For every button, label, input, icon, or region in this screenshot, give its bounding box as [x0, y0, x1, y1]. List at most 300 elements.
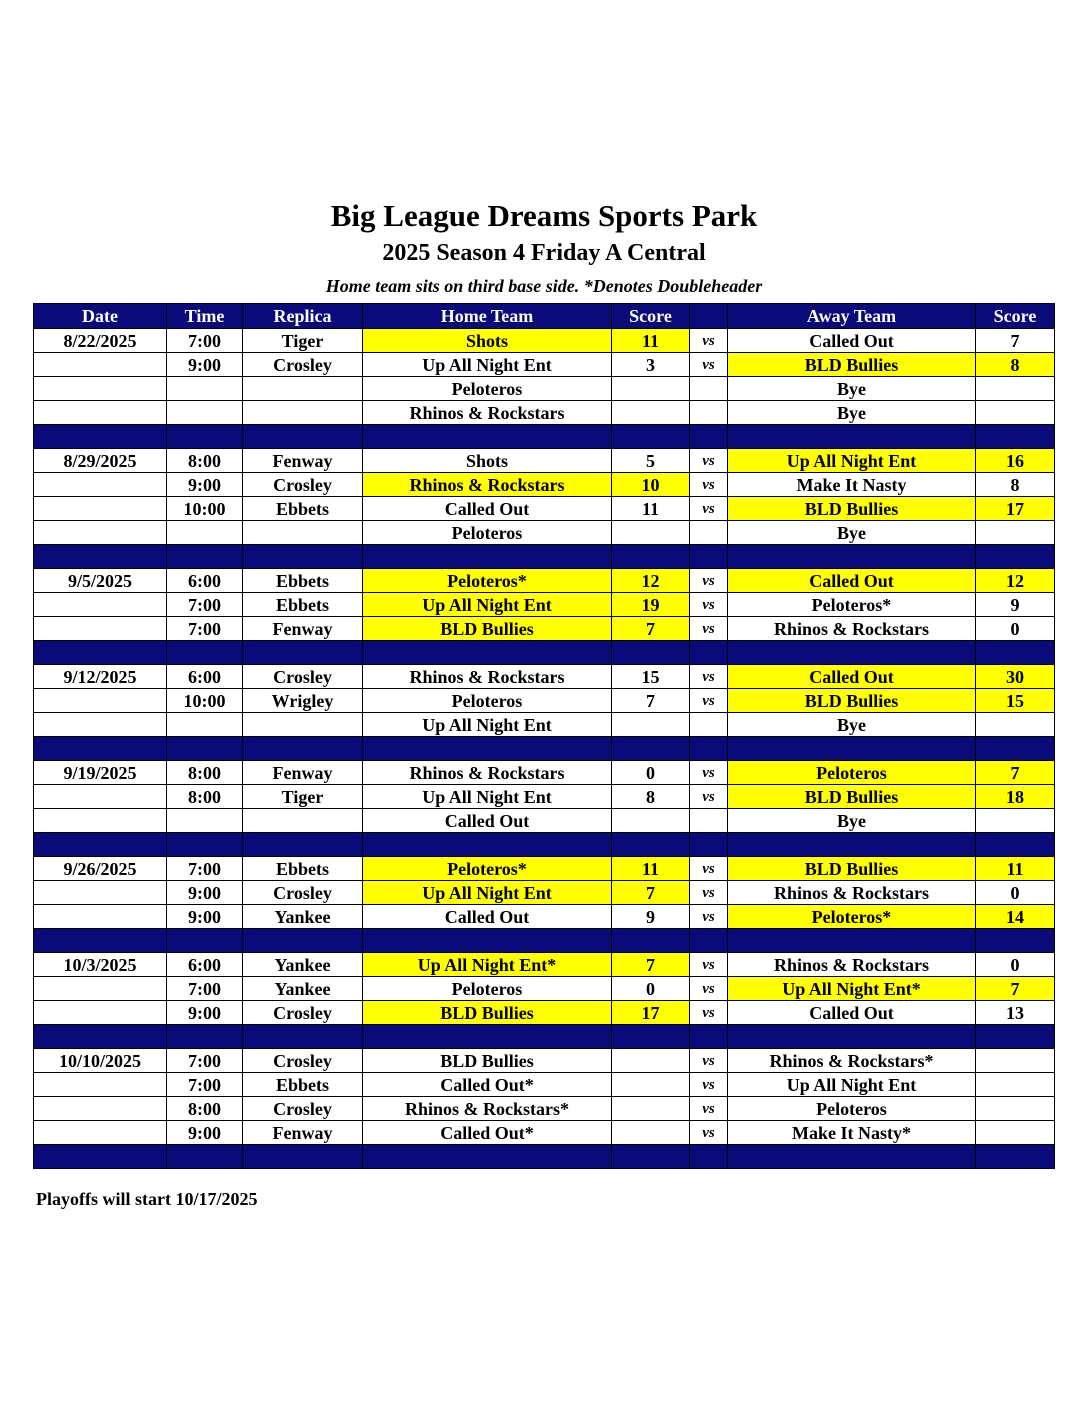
- game-date: [34, 977, 167, 1001]
- separator-cell: [167, 833, 243, 857]
- vs-label: vs: [690, 473, 728, 497]
- separator-cell: [363, 641, 612, 665]
- home-team: Rhinos & Rockstars: [363, 401, 612, 425]
- away-team: Rhinos & Rockstars*: [728, 1049, 976, 1073]
- game-time: 9:00: [167, 1001, 243, 1025]
- vs-label: vs: [690, 1097, 728, 1121]
- game-time: 7:00: [167, 329, 243, 353]
- game-replica: Crosley: [243, 881, 363, 905]
- header-away-team: Away Team: [728, 304, 976, 329]
- game-time: [167, 521, 243, 545]
- game-row: [34, 977, 1055, 1001]
- separator-cell: [612, 737, 690, 761]
- home-team: Up All Night Ent*: [363, 953, 612, 977]
- game-date: [34, 401, 167, 425]
- separator-cell: [728, 545, 976, 569]
- game-replica: Crosley: [243, 473, 363, 497]
- game-time: 7:00: [167, 617, 243, 641]
- week-separator: [34, 641, 1055, 665]
- away-score: [976, 521, 1055, 545]
- game-date: [34, 473, 167, 497]
- separator-cell: [34, 737, 167, 761]
- schedule-body: [34, 329, 1055, 1169]
- separator-cell: [976, 1025, 1055, 1049]
- home-team: Called Out*: [363, 1073, 612, 1097]
- away-score: 13: [976, 1001, 1055, 1025]
- separator-cell: [243, 929, 363, 953]
- separator-cell: [612, 545, 690, 569]
- game-date: [34, 1073, 167, 1097]
- separator-cell: [167, 737, 243, 761]
- separator-cell: [167, 425, 243, 449]
- away-team: Peloteros*: [728, 905, 976, 929]
- separator-cell: [34, 425, 167, 449]
- separator-cell: [690, 425, 728, 449]
- home-team: Up All Night Ent: [363, 881, 612, 905]
- vs-label: [690, 521, 728, 545]
- away-score: 0: [976, 953, 1055, 977]
- away-team: BLD Bullies: [728, 857, 976, 881]
- home-team: Peloteros: [363, 377, 612, 401]
- separator-cell: [612, 1145, 690, 1169]
- game-date: [34, 617, 167, 641]
- home-team: Peloteros: [363, 689, 612, 713]
- separator-cell: [243, 641, 363, 665]
- home-team: Peloteros*: [363, 569, 612, 593]
- separator-cell: [976, 545, 1055, 569]
- away-team: Bye: [728, 401, 976, 425]
- away-team: Up All Night Ent*: [728, 977, 976, 1001]
- home-team: Rhinos & Rockstars: [363, 473, 612, 497]
- header-time: Time: [167, 304, 243, 329]
- home-score: 0: [612, 977, 690, 1001]
- away-score: [976, 1049, 1055, 1073]
- away-team: Peloteros: [728, 761, 976, 785]
- game-time: [167, 713, 243, 737]
- separator-cell: [612, 1025, 690, 1049]
- separator-cell: [363, 545, 612, 569]
- game-row: [34, 449, 1055, 473]
- game-date: [34, 713, 167, 737]
- away-score: [976, 1097, 1055, 1121]
- vs-label: vs: [690, 449, 728, 473]
- separator-cell: [167, 929, 243, 953]
- separator-cell: [34, 1145, 167, 1169]
- home-score: 17: [612, 1001, 690, 1025]
- separator-cell: [976, 425, 1055, 449]
- game-time: 7:00: [167, 977, 243, 1001]
- away-score: 30: [976, 665, 1055, 689]
- away-score: 7: [976, 761, 1055, 785]
- game-row: [34, 569, 1055, 593]
- week-separator: [34, 1145, 1055, 1169]
- separator-cell: [167, 1145, 243, 1169]
- header-replica: Replica: [243, 304, 363, 329]
- game-time: 6:00: [167, 569, 243, 593]
- away-score: [976, 1121, 1055, 1145]
- vs-label: vs: [690, 881, 728, 905]
- game-time: 7:00: [167, 857, 243, 881]
- game-time: 10:00: [167, 497, 243, 521]
- away-team: Called Out: [728, 1001, 976, 1025]
- game-date: [34, 1001, 167, 1025]
- game-replica: Crosley: [243, 1049, 363, 1073]
- game-time: 6:00: [167, 953, 243, 977]
- game-time: 8:00: [167, 1097, 243, 1121]
- game-time: 9:00: [167, 473, 243, 497]
- home-score: [612, 1049, 690, 1073]
- game-row: [34, 329, 1055, 353]
- home-score: [612, 401, 690, 425]
- separator-cell: [690, 737, 728, 761]
- home-score: 11: [612, 857, 690, 881]
- home-team: Peloteros: [363, 977, 612, 1001]
- separator-cell: [728, 425, 976, 449]
- home-score: 3: [612, 353, 690, 377]
- away-team: Peloteros: [728, 1097, 976, 1121]
- separator-cell: [34, 641, 167, 665]
- game-replica: Crosley: [243, 1001, 363, 1025]
- page-title: Big League Dreams Sports Park: [330, 198, 758, 233]
- game-time: [167, 377, 243, 401]
- game-replica: [243, 401, 363, 425]
- away-score: 9: [976, 593, 1055, 617]
- game-date: [34, 377, 167, 401]
- separator-cell: [363, 425, 612, 449]
- separator-cell: [167, 641, 243, 665]
- home-score: 11: [612, 329, 690, 353]
- separator-cell: [363, 737, 612, 761]
- home-team: Shots: [363, 449, 612, 473]
- game-replica: Ebbets: [243, 497, 363, 521]
- separator-cell: [728, 833, 976, 857]
- away-score: 0: [976, 617, 1055, 641]
- game-row: [34, 1001, 1055, 1025]
- week-separator: [34, 425, 1055, 449]
- away-team: Rhinos & Rockstars: [728, 953, 976, 977]
- away-team: BLD Bullies: [728, 785, 976, 809]
- game-time: 9:00: [167, 1121, 243, 1145]
- home-team: Up All Night Ent: [363, 713, 612, 737]
- header-home-team: Home Team: [363, 304, 612, 329]
- vs-label: vs: [690, 953, 728, 977]
- header-row: [34, 304, 1055, 329]
- game-row: [34, 1073, 1055, 1097]
- home-score: 10: [612, 473, 690, 497]
- home-score: 11: [612, 497, 690, 521]
- away-score: 8: [976, 353, 1055, 377]
- game-date: 9/5/2025: [34, 569, 167, 593]
- game-date: 10/10/2025: [34, 1049, 167, 1073]
- schedule-table: [33, 303, 1055, 1169]
- game-time: 6:00: [167, 665, 243, 689]
- home-team: Up All Night Ent: [363, 353, 612, 377]
- game-replica: Fenway: [243, 761, 363, 785]
- separator-cell: [728, 1025, 976, 1049]
- away-team: Make It Nasty: [728, 473, 976, 497]
- away-score: [976, 1073, 1055, 1097]
- home-team: Shots: [363, 329, 612, 353]
- separator-cell: [690, 1025, 728, 1049]
- away-team: Bye: [728, 521, 976, 545]
- separator-cell: [34, 545, 167, 569]
- vs-label: vs: [690, 1049, 728, 1073]
- game-date: 8/29/2025: [34, 449, 167, 473]
- separator-cell: [612, 641, 690, 665]
- home-score: 0: [612, 761, 690, 785]
- home-score: 5: [612, 449, 690, 473]
- away-score: 11: [976, 857, 1055, 881]
- away-score: 8: [976, 473, 1055, 497]
- vs-label: vs: [690, 353, 728, 377]
- game-row: [34, 761, 1055, 785]
- game-time: [167, 401, 243, 425]
- game-row: [34, 593, 1055, 617]
- separator-cell: [34, 929, 167, 953]
- game-replica: Fenway: [243, 449, 363, 473]
- separator-cell: [612, 425, 690, 449]
- home-score: [612, 809, 690, 833]
- separator-cell: [243, 1025, 363, 1049]
- separator-cell: [243, 737, 363, 761]
- game-time: [167, 809, 243, 833]
- away-score: [976, 377, 1055, 401]
- separator-cell: [690, 929, 728, 953]
- playoffs-note: Playoffs will start 10/17/2025: [36, 1189, 258, 1209]
- home-team: BLD Bullies: [363, 1049, 612, 1073]
- vs-label: vs: [690, 1121, 728, 1145]
- game-row: [34, 1121, 1055, 1145]
- home-score: 12: [612, 569, 690, 593]
- away-score: [976, 809, 1055, 833]
- home-score: 9: [612, 905, 690, 929]
- game-time: 10:00: [167, 689, 243, 713]
- game-replica: Ebbets: [243, 1073, 363, 1097]
- separator-cell: [243, 425, 363, 449]
- game-replica: Crosley: [243, 353, 363, 377]
- game-replica: Fenway: [243, 1121, 363, 1145]
- separator-cell: [690, 545, 728, 569]
- separator-cell: [728, 641, 976, 665]
- away-team: BLD Bullies: [728, 353, 976, 377]
- home-team: Called Out: [363, 497, 612, 521]
- separator-cell: [363, 1145, 612, 1169]
- home-team: Peloteros: [363, 521, 612, 545]
- away-team: Up All Night Ent: [728, 449, 976, 473]
- vs-label: vs: [690, 977, 728, 1001]
- home-score: 19: [612, 593, 690, 617]
- home-team: Peloteros*: [363, 857, 612, 881]
- game-replica: [243, 521, 363, 545]
- game-date: [34, 881, 167, 905]
- away-team: Called Out: [728, 569, 976, 593]
- game-row: [34, 473, 1055, 497]
- game-time: 9:00: [167, 905, 243, 929]
- week-separator: [34, 833, 1055, 857]
- separator-cell: [690, 1145, 728, 1169]
- game-row: [34, 713, 1055, 737]
- vs-label: vs: [690, 617, 728, 641]
- game-replica: Ebbets: [243, 857, 363, 881]
- game-replica: Tiger: [243, 329, 363, 353]
- separator-cell: [243, 1145, 363, 1169]
- vs-label: [690, 401, 728, 425]
- home-score: 15: [612, 665, 690, 689]
- game-replica: Crosley: [243, 665, 363, 689]
- separator-cell: [363, 929, 612, 953]
- vs-label: vs: [690, 593, 728, 617]
- vs-label: vs: [690, 1001, 728, 1025]
- game-replica: Crosley: [243, 1097, 363, 1121]
- home-team: Called Out: [363, 809, 612, 833]
- separator-cell: [34, 1025, 167, 1049]
- vs-label: vs: [690, 497, 728, 521]
- game-date: [34, 353, 167, 377]
- game-replica: [243, 377, 363, 401]
- vs-label: vs: [690, 785, 728, 809]
- vs-label: vs: [690, 905, 728, 929]
- week-separator: [34, 929, 1055, 953]
- game-row: [34, 785, 1055, 809]
- game-date: 9/26/2025: [34, 857, 167, 881]
- home-score: 7: [612, 953, 690, 977]
- away-team: Called Out: [728, 329, 976, 353]
- game-replica: Ebbets: [243, 569, 363, 593]
- page-subtitle: 2025 Season 4 Friday A Central: [382, 240, 706, 266]
- game-row: [34, 401, 1055, 425]
- home-score: [612, 1097, 690, 1121]
- game-date: [34, 521, 167, 545]
- separator-cell: [728, 929, 976, 953]
- separator-cell: [363, 1025, 612, 1049]
- separator-cell: [34, 833, 167, 857]
- week-separator: [34, 545, 1055, 569]
- home-score: 7: [612, 689, 690, 713]
- game-replica: Tiger: [243, 785, 363, 809]
- away-score: 15: [976, 689, 1055, 713]
- game-row: [34, 809, 1055, 833]
- vs-label: vs: [690, 857, 728, 881]
- game-time: 7:00: [167, 593, 243, 617]
- game-time: 7:00: [167, 1049, 243, 1073]
- separator-cell: [976, 1145, 1055, 1169]
- separator-cell: [728, 1145, 976, 1169]
- home-team: Called Out*: [363, 1121, 612, 1145]
- game-date: 9/12/2025: [34, 665, 167, 689]
- home-team: BLD Bullies: [363, 1001, 612, 1025]
- home-team: Rhinos & Rockstars: [363, 665, 612, 689]
- game-row: [34, 521, 1055, 545]
- home-score: 7: [612, 617, 690, 641]
- week-separator: [34, 1025, 1055, 1049]
- home-team: Up All Night Ent: [363, 593, 612, 617]
- away-score: 7: [976, 329, 1055, 353]
- home-team: Called Out: [363, 905, 612, 929]
- away-score: 16: [976, 449, 1055, 473]
- game-replica: Yankee: [243, 953, 363, 977]
- game-row: [34, 689, 1055, 713]
- away-score: 14: [976, 905, 1055, 929]
- game-date: [34, 809, 167, 833]
- game-row: [34, 377, 1055, 401]
- home-score: 8: [612, 785, 690, 809]
- vs-label: [690, 377, 728, 401]
- separator-cell: [728, 737, 976, 761]
- game-replica: [243, 809, 363, 833]
- game-replica: [243, 713, 363, 737]
- game-date: [34, 1121, 167, 1145]
- away-score: [976, 713, 1055, 737]
- away-team: Called Out: [728, 665, 976, 689]
- separator-cell: [243, 833, 363, 857]
- separator-cell: [976, 641, 1055, 665]
- away-team: Bye: [728, 713, 976, 737]
- game-replica: Yankee: [243, 977, 363, 1001]
- game-replica: Fenway: [243, 617, 363, 641]
- vs-label: [690, 713, 728, 737]
- game-date: 8/22/2025: [34, 329, 167, 353]
- separator-cell: [612, 929, 690, 953]
- home-score: [612, 1073, 690, 1097]
- separator-cell: [167, 545, 243, 569]
- away-team: BLD Bullies: [728, 497, 976, 521]
- separator-cell: [167, 1025, 243, 1049]
- header-date: Date: [34, 304, 167, 329]
- vs-label: vs: [690, 569, 728, 593]
- away-score: 17: [976, 497, 1055, 521]
- game-date: [34, 689, 167, 713]
- schedule-note: Home team sits on third base side. *Denotes Doubleheader: [325, 276, 763, 296]
- game-date: [34, 593, 167, 617]
- vs-label: vs: [690, 1073, 728, 1097]
- separator-cell: [612, 833, 690, 857]
- game-row: [34, 881, 1055, 905]
- away-score: 12: [976, 569, 1055, 593]
- game-row: [34, 857, 1055, 881]
- vs-label: vs: [690, 761, 728, 785]
- game-row: [34, 497, 1055, 521]
- separator-cell: [690, 833, 728, 857]
- game-date: [34, 905, 167, 929]
- game-date: 10/3/2025: [34, 953, 167, 977]
- vs-label: vs: [690, 665, 728, 689]
- game-row: [34, 617, 1055, 641]
- home-team: Up All Night Ent: [363, 785, 612, 809]
- separator-cell: [976, 929, 1055, 953]
- away-team: Peloteros*: [728, 593, 976, 617]
- separator-cell: [243, 545, 363, 569]
- home-team: Rhinos & Rockstars*: [363, 1097, 612, 1121]
- game-time: 9:00: [167, 353, 243, 377]
- game-time: 9:00: [167, 881, 243, 905]
- away-team: Bye: [728, 377, 976, 401]
- home-team: Rhinos & Rockstars: [363, 761, 612, 785]
- away-team: Rhinos & Rockstars: [728, 881, 976, 905]
- vs-label: [690, 809, 728, 833]
- game-date: [34, 497, 167, 521]
- vs-label: vs: [690, 689, 728, 713]
- separator-cell: [690, 641, 728, 665]
- separator-cell: [976, 833, 1055, 857]
- game-row: [34, 1097, 1055, 1121]
- game-row: [34, 1049, 1055, 1073]
- away-team: BLD Bullies: [728, 689, 976, 713]
- game-time: 8:00: [167, 785, 243, 809]
- game-row: [34, 353, 1055, 377]
- away-team: Make It Nasty*: [728, 1121, 976, 1145]
- header-home-score: Score: [612, 304, 690, 329]
- header-vs: [690, 304, 728, 329]
